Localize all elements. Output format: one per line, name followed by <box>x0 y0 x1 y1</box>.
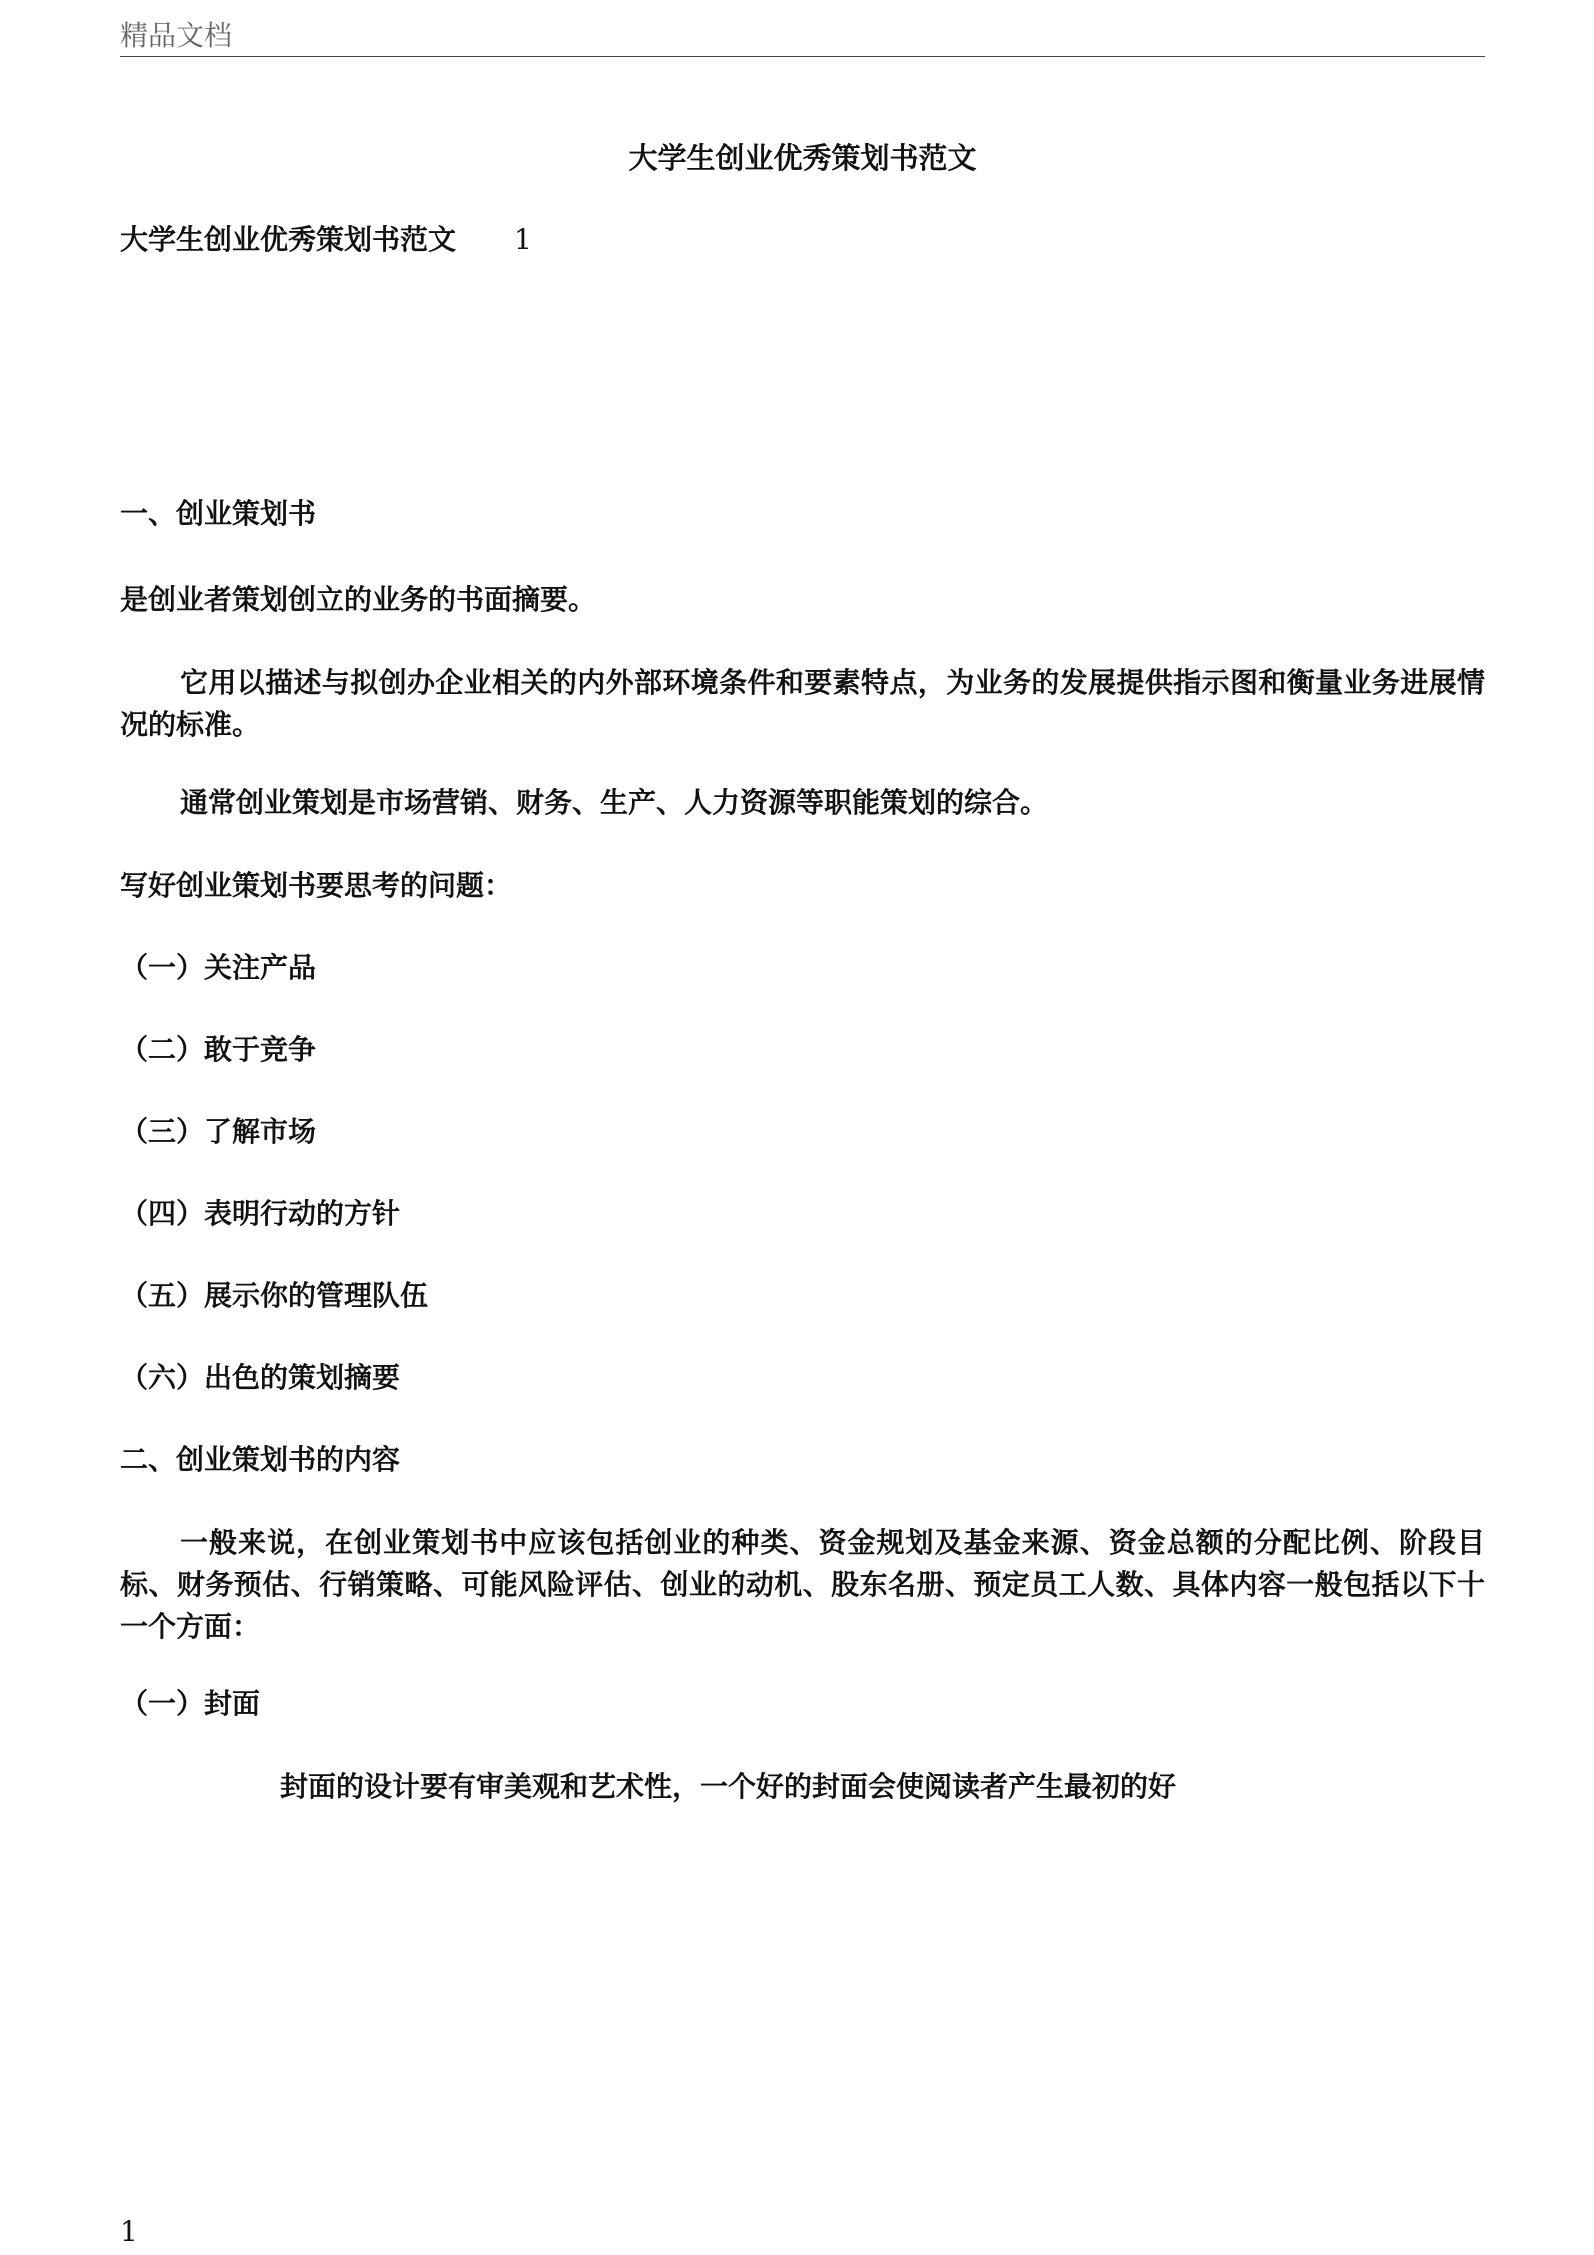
paragraph: 封面的设计要有审美观和艺术性，一个好的封面会使阅读者产生最初的好 <box>280 1770 1177 1803</box>
document-subtitle <box>120 220 532 260</box>
list-item: （五）展示你的管理队伍 <box>120 1279 429 1312</box>
list-item: （六）出色的策划摘要 <box>120 1361 401 1394</box>
page-number: 1 <box>120 2215 138 2248</box>
section-heading: （一）封面 <box>120 1687 261 1720</box>
section-heading: 一、创业策划书 <box>120 497 317 530</box>
paragraph: 一般来说，在创业策划书中应该包括创业的种类、资金规划及基金来源、资金总额的分配比例、阶段目标、财务预估、行销策略、可能风险评估、创业的动机、股东名册、预定员工人数、具体内容一般包括以下十一个方面： <box>120 1526 1485 1643</box>
paragraph: 它用以描述与拟创办企业相关的内外部环境条件和要素特点，为业务的发展提供指示图和衡量业务进展情况的标准。 <box>120 666 1485 741</box>
paragraph: 是创业者策划创立的业务的书面摘要。 <box>120 583 597 616</box>
subtitle-number: 1 <box>514 223 532 256</box>
paragraph: 通常创业策划是市场营销、财务、生产、人力资源等职能策划的综合。 <box>180 786 1049 819</box>
subtitle-text: 大学生创业优秀策划书范文 <box>120 223 457 256</box>
page-header <box>120 18 1485 57</box>
list-item: （一）关注产品 <box>120 951 317 984</box>
list-item: （四）表明行动的方针 <box>120 1197 401 1230</box>
list-item: （二）敢于竞争 <box>120 1033 317 1066</box>
header-label: 精品文档 <box>120 19 233 52</box>
document-title: 大学生创业优秀策划书范文 <box>628 141 977 175</box>
paragraph: 写好创业策划书要思考的问题： <box>120 869 513 902</box>
list-item: （三）了解市场 <box>120 1115 317 1148</box>
section-heading: 二、创业策划书的内容 <box>120 1443 401 1476</box>
